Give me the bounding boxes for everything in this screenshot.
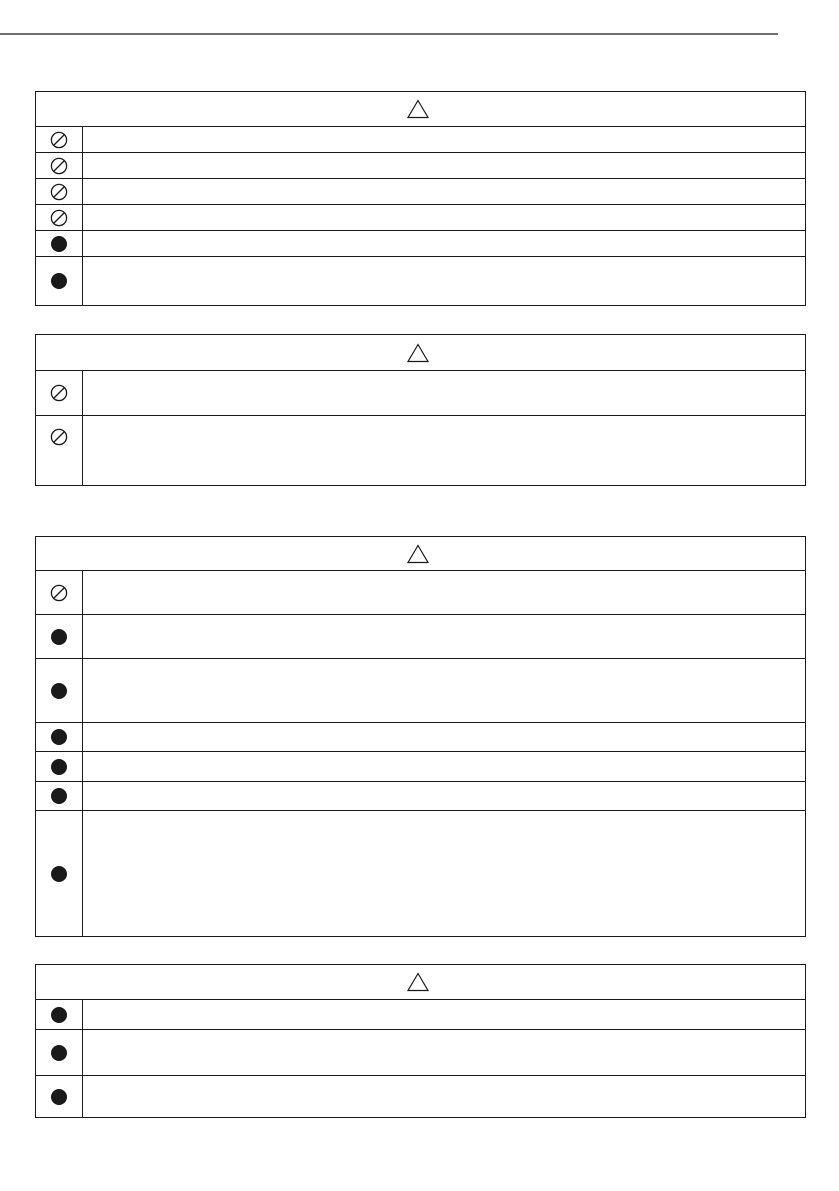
notice-table-3 xyxy=(35,536,806,937)
notice-table-2 xyxy=(35,334,806,486)
mandatory-action-icon xyxy=(50,272,68,290)
prohibited-icon xyxy=(50,584,68,602)
mandatory-action-icon xyxy=(50,628,68,646)
mandatory-action-icon xyxy=(50,682,68,700)
mandatory-action-icon xyxy=(50,758,68,776)
row-text xyxy=(83,231,805,256)
row-text xyxy=(83,1076,805,1117)
row-text xyxy=(83,571,805,614)
row-text xyxy=(83,179,805,204)
row-text xyxy=(83,615,805,658)
row-text xyxy=(83,723,805,751)
table-row xyxy=(36,752,805,782)
row-text xyxy=(83,782,805,810)
prohibited-icon xyxy=(50,183,68,201)
row-text xyxy=(83,257,805,305)
row-text xyxy=(83,659,805,722)
table-row xyxy=(36,1000,805,1030)
table-row xyxy=(36,371,805,416)
notice-table-4 xyxy=(35,964,806,1118)
row-text xyxy=(83,371,805,415)
table-row xyxy=(36,659,805,723)
warning-triangle-icon xyxy=(407,544,429,564)
prohibited-icon xyxy=(50,384,68,402)
table-row xyxy=(36,127,805,153)
table-row xyxy=(36,811,805,936)
prohibited-icon xyxy=(50,131,68,149)
row-text xyxy=(83,752,805,781)
warning-triangle-icon xyxy=(407,343,429,363)
table-row xyxy=(36,153,805,179)
table-row xyxy=(36,257,805,305)
row-text xyxy=(83,1000,805,1029)
mandatory-action-icon xyxy=(50,1088,68,1106)
table-row xyxy=(36,231,805,257)
table-header xyxy=(36,965,805,1000)
row-text xyxy=(83,1030,805,1075)
row-text xyxy=(83,127,805,152)
row-text xyxy=(83,811,805,936)
table-row xyxy=(36,179,805,205)
warning-triangle-icon xyxy=(407,972,429,992)
prohibited-icon xyxy=(50,157,68,175)
warning-triangle-icon xyxy=(407,99,429,119)
table-row xyxy=(36,1076,805,1117)
table-row xyxy=(36,615,805,659)
table-header xyxy=(36,92,805,127)
mandatory-action-icon xyxy=(50,235,68,253)
mandatory-action-icon xyxy=(50,1006,68,1024)
row-text xyxy=(83,205,805,230)
row-text xyxy=(83,416,805,485)
table-row xyxy=(36,782,805,811)
table-row xyxy=(36,416,805,485)
prohibited-icon xyxy=(50,428,68,446)
mandatory-action-icon xyxy=(50,865,68,883)
table-header xyxy=(36,537,805,571)
table-row xyxy=(36,571,805,615)
table-header xyxy=(36,335,805,371)
row-text xyxy=(83,153,805,178)
mandatory-action-icon xyxy=(50,728,68,746)
table-row xyxy=(36,205,805,231)
table-row xyxy=(36,723,805,752)
notice-table-1 xyxy=(35,91,806,306)
mandatory-action-icon xyxy=(50,1044,68,1062)
mandatory-action-icon xyxy=(50,787,68,805)
prohibited-icon xyxy=(50,209,68,227)
table-row xyxy=(36,1030,805,1076)
